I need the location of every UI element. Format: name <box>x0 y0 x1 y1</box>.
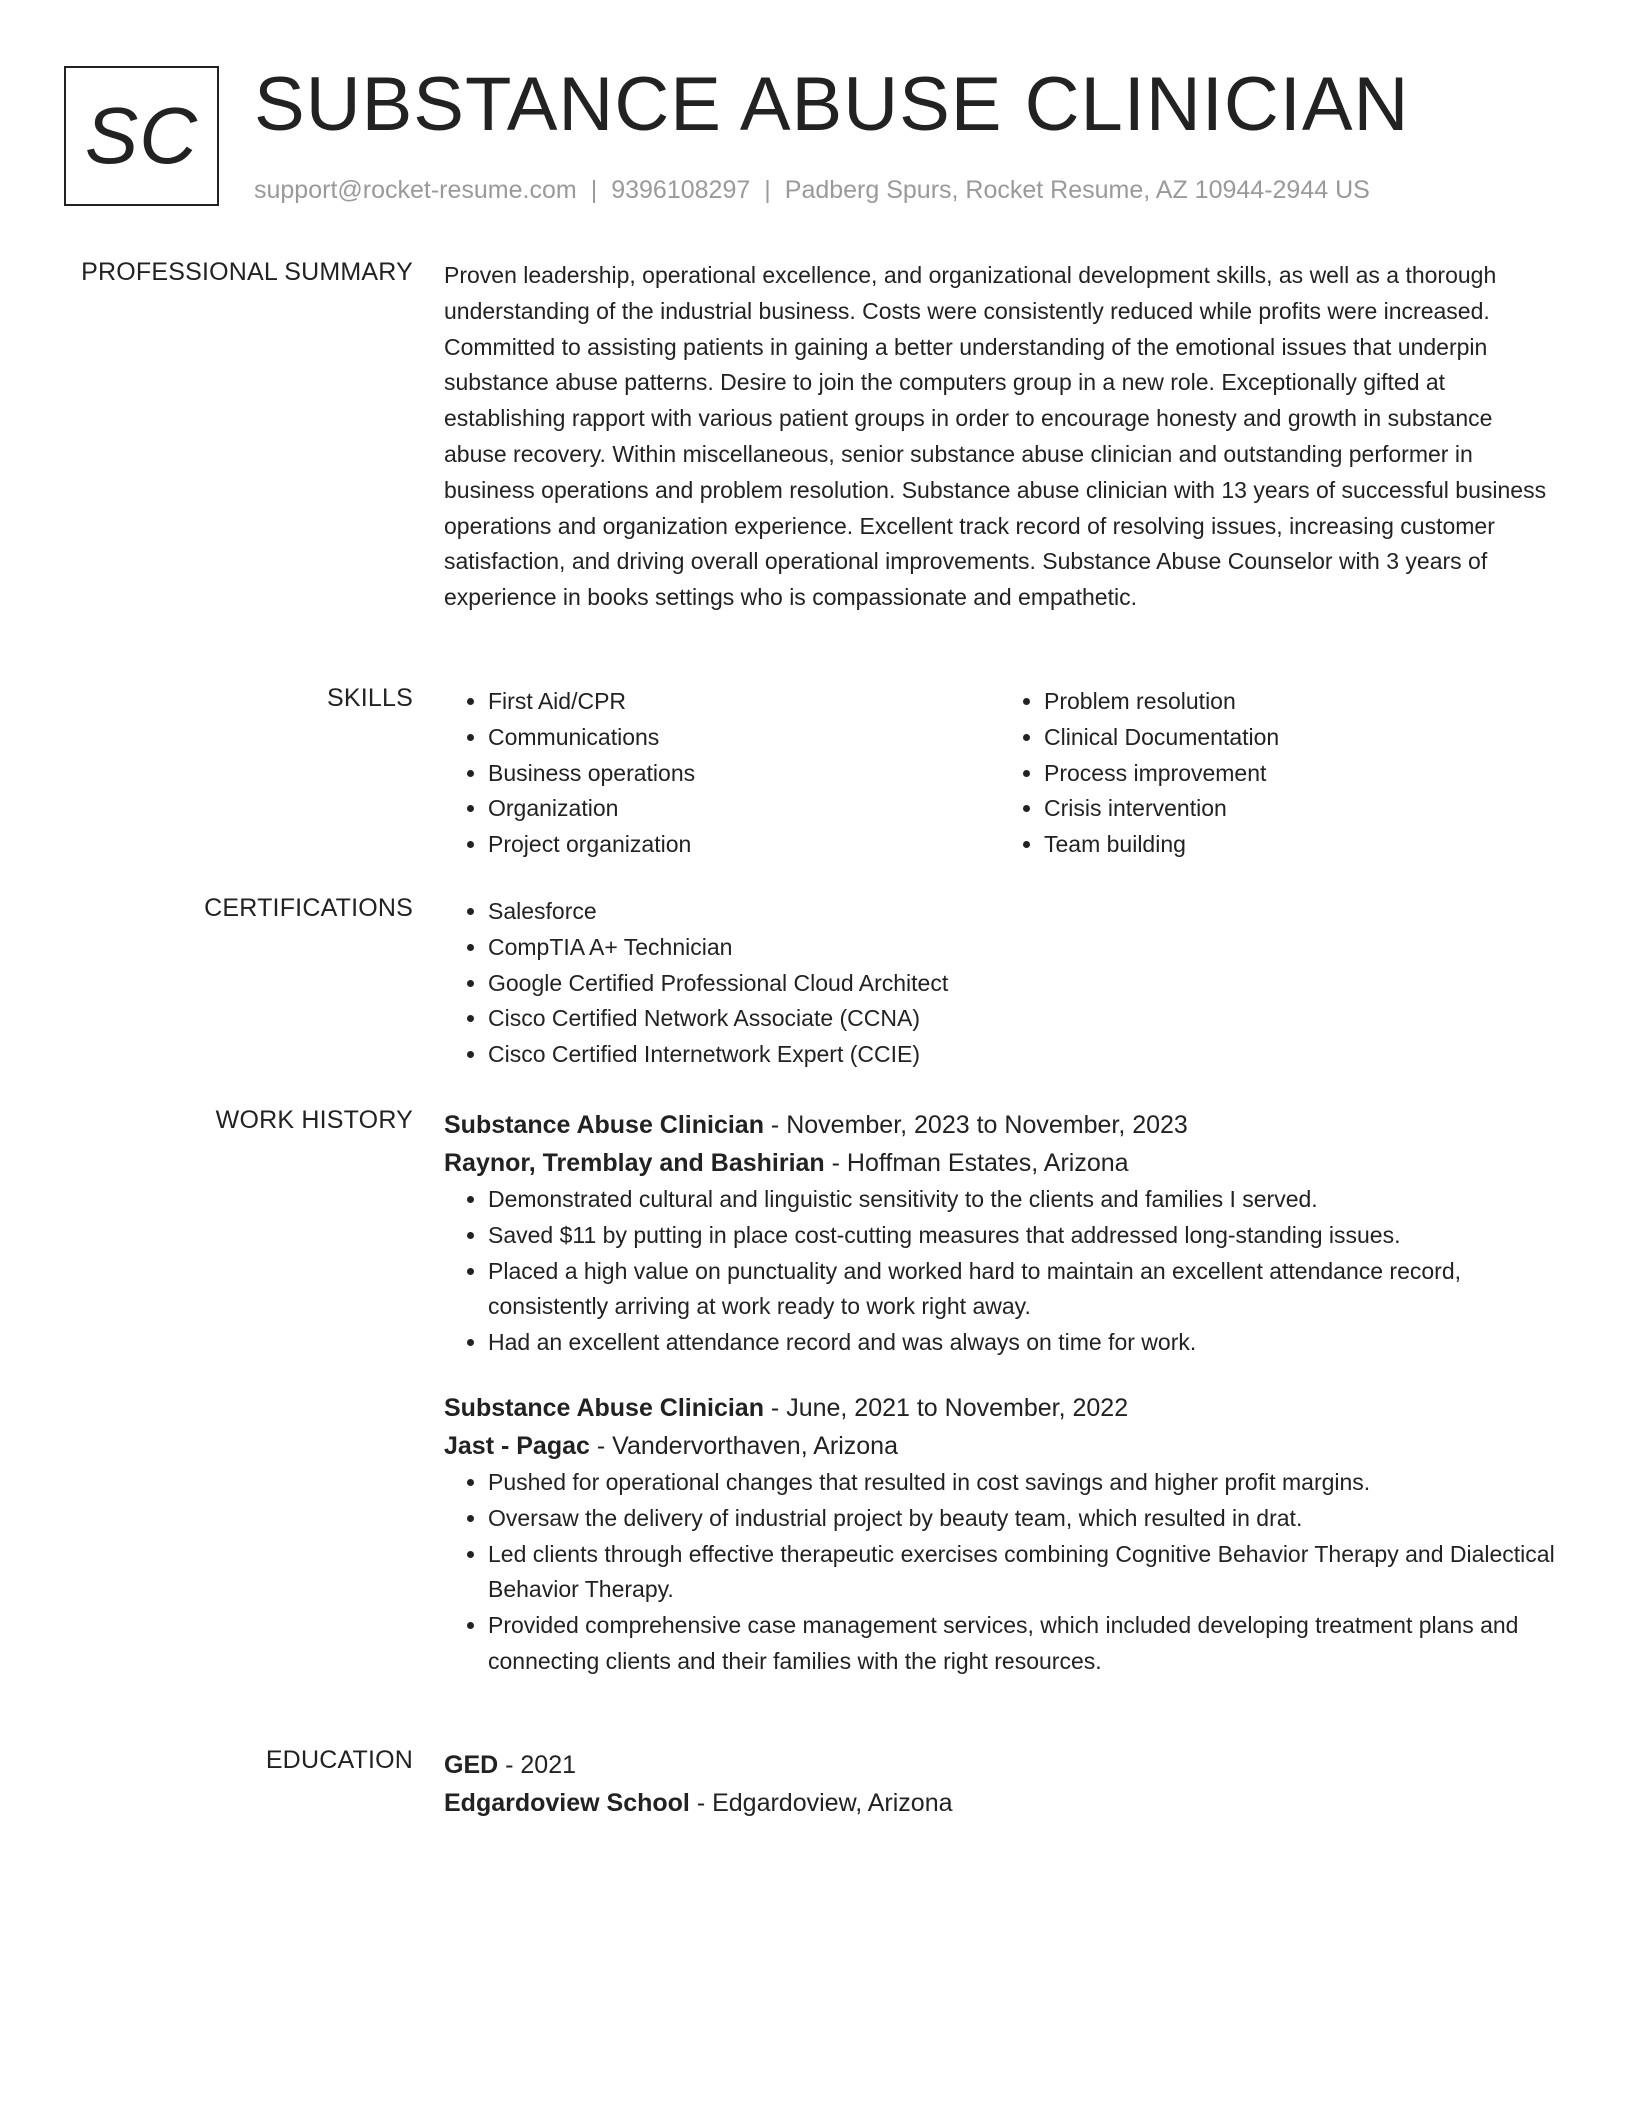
job-title: Substance Abuse Clinician <box>444 1111 764 1139</box>
skill-item: • Business operations <box>488 756 1000 792</box>
certification-item: • Google Certified Professional Cloud Architect <box>488 966 1556 1002</box>
job-company-line <box>444 1427 1556 1465</box>
skill-item: • Team building <box>1044 827 1556 863</box>
job-duty: • Oversaw the delivery of industrial project by beauty team, which resulted in drat. <box>488 1501 1556 1537</box>
candidate-name: SUBSTANCE ABUSE CLINICIAN <box>254 62 1410 147</box>
job-duty: • Provided comprehensive case management services, which included developing treatment plans and connecting clients and their families with the right resources. <box>488 1608 1556 1680</box>
job-entry <box>444 1389 1556 1680</box>
job-title: Substance Abuse Clinician <box>444 1393 764 1422</box>
education-school-line <box>444 1784 1556 1822</box>
job-location: - Hoffman Estates, Arizona <box>824 1149 1129 1177</box>
education-degree: GED <box>444 1751 499 1779</box>
education-degree-line <box>444 1746 1556 1784</box>
education-label: EDUCATION <box>265 1746 413 1774</box>
contact-phone: 9396108297 <box>611 176 751 204</box>
certifications-list <box>444 894 1556 1073</box>
job-duty: • Led clients through effective therapeutic exercises combining Cognitive Behavior Therapy and Dialectical Behavior Therapy. <box>488 1537 1556 1609</box>
job-duties <box>444 1465 1556 1680</box>
job-duties <box>444 1182 1556 1361</box>
job-location: - Vandervorthaven, Arizona <box>589 1431 898 1460</box>
summary-body <box>444 258 1556 616</box>
education-school: Edgardoview School <box>444 1789 690 1817</box>
job-duty: • Placed a high value on punctuality and worked hard to maintain an excellent attendance record, consistently arriving at work ready to work right away. <box>488 1254 1556 1326</box>
job-entry <box>444 1106 1556 1361</box>
skill-item: • Project organization <box>488 827 1000 863</box>
job-duty: • Had an excellent attendance record and was always on time for work. <box>488 1325 1556 1361</box>
job-company: Raynor, Tremblay and Bashirian <box>444 1149 825 1177</box>
job-duty: • Pushed for operational changes that resulted in cost savings and higher profit margins. <box>488 1465 1556 1501</box>
education-body <box>444 1746 1556 1822</box>
skill-item: • Clinical Documentation <box>1044 720 1556 756</box>
contact-separator: | <box>764 176 771 204</box>
summary-label: PROFESSIONAL SUMMARY <box>81 258 413 286</box>
work-history-label: WORK HISTORY <box>215 1106 413 1134</box>
monogram-logo: SC <box>64 66 219 206</box>
certification-item: • Cisco Certified Network Associate (CCNA) <box>488 1001 1556 1037</box>
education-location: - Edgardoview, Arizona <box>689 1789 953 1817</box>
certification-item: • Cisco Certified Internetwork Expert (CCIE) <box>488 1037 1556 1073</box>
summary-text: Proven leadership, operational excellence, and organizational development skills, as well as a thorough understanding of the industrial business. Costs were consistently reduced while profits were increased. Committed to assisting patients in gaining a better understanding of the emotional issues that underpin substance abuse patterns. Desire to join the computers group in a new role. Exceptionally gifted at establishing rapport with various patient groups in order to encourage honesty and growth in substance abuse recovery. Within miscellaneous, senior substance abuse clinician and outstanding performer in business operations and problem resolution. Substance abuse clinician with 13 years of successful business operations and organization experience. Excellent track record of resolving issues, increasing customer satisfaction, and driving overall operational improvements. Substance Abuse Counselor with 3 years of experience in books settings who is compassionate and empathetic. <box>444 262 1547 611</box>
certification-item: • CompTIA A+ Technician <box>488 930 1556 966</box>
contact-line <box>254 176 1370 205</box>
job-title-line <box>444 1106 1556 1144</box>
job-dates: - June, 2021 to November, 2022 <box>763 1393 1129 1422</box>
skills-list-left <box>444 684 1000 863</box>
job-company: Jast - Pagac <box>444 1431 590 1460</box>
education-year: - 2021 <box>498 1751 577 1779</box>
certifications-body <box>444 894 1556 1073</box>
skill-item: • Organization <box>488 791 1000 827</box>
skill-item: • Crisis intervention <box>1044 791 1556 827</box>
job-duty: • Demonstrated cultural and linguistic sensitivity to the clients and families I served. <box>488 1182 1556 1218</box>
skill-item: • Communications <box>488 720 1000 756</box>
job-company-line <box>444 1144 1556 1182</box>
job-title-line <box>444 1389 1556 1427</box>
contact-address: Padberg Spurs, Rocket Resume, AZ 10944-2944 US <box>784 176 1370 204</box>
certifications-label: CERTIFICATIONS <box>204 894 413 922</box>
resume-header <box>64 62 1568 208</box>
contact-separator: | <box>590 176 598 204</box>
skill-item: • Process improvement <box>1044 756 1556 792</box>
contact-email: support@rocket-resume.com <box>254 176 577 204</box>
job-dates: - November, 2023 to November, 2023 <box>763 1111 1188 1139</box>
skills-label: SKILLS <box>327 684 413 712</box>
work-history-body <box>444 1106 1556 1680</box>
skill-item: • First Aid/CPR <box>488 684 1000 720</box>
job-duty: • Saved $11 by putting in place cost-cutting measures that addressed long-standing issues. <box>488 1218 1556 1254</box>
certification-item: • Salesforce <box>488 894 1556 930</box>
skills-body <box>444 684 1556 863</box>
skill-item: • Problem resolution <box>1044 684 1556 720</box>
skills-list-right <box>1000 684 1556 863</box>
